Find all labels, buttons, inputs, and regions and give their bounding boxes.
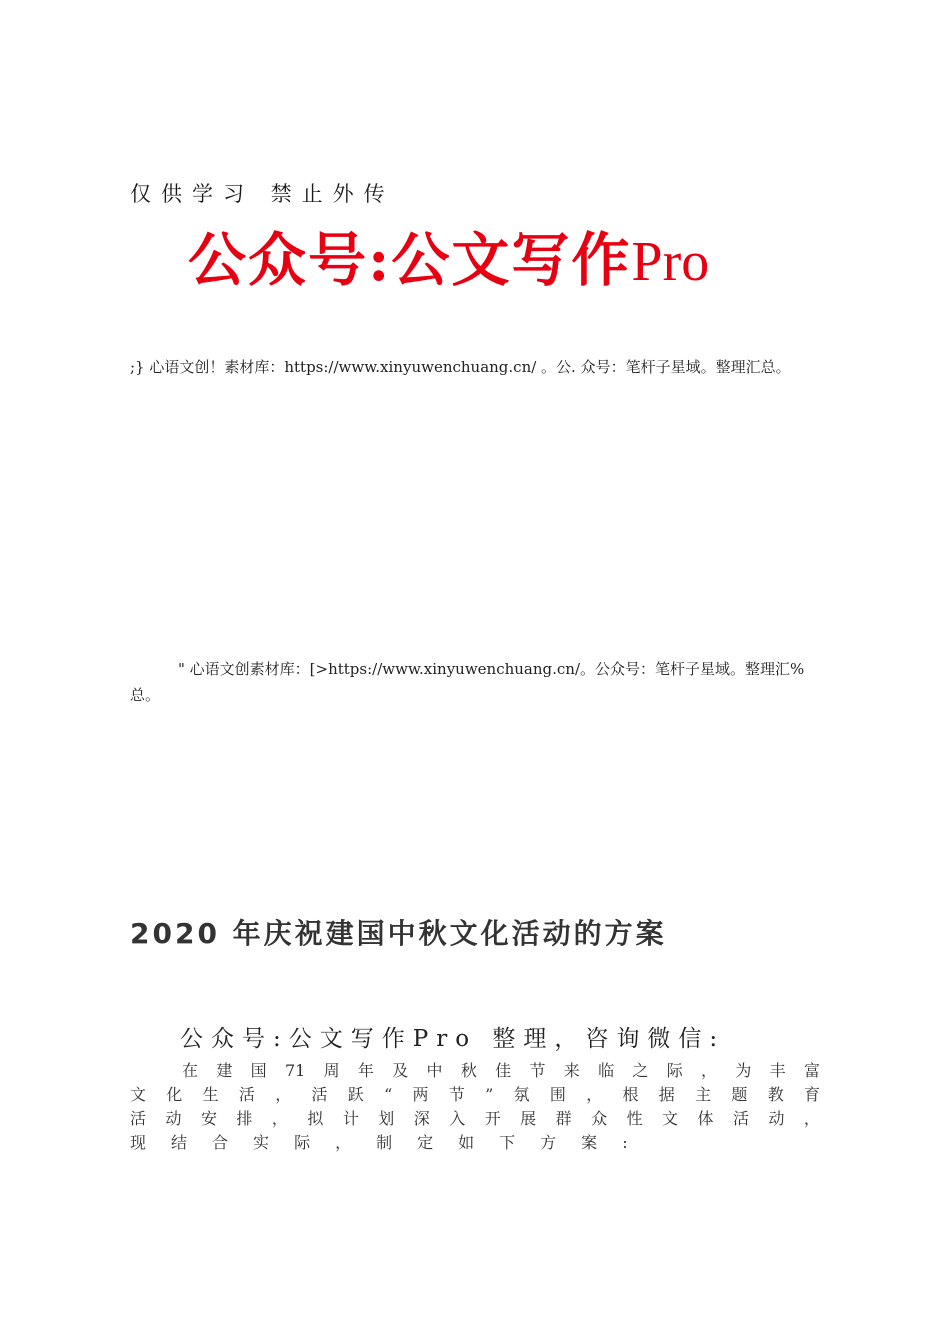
intro-glyph: 性 — [626, 1109, 643, 1128]
intro-row — [130, 1131, 820, 1155]
intro-glyph: ， — [335, 1133, 352, 1152]
intro-glyph: 众 — [591, 1109, 608, 1128]
intro-glyph: 中 — [426, 1061, 443, 1080]
intro-glyph: 拟 — [307, 1109, 324, 1128]
intro-row — [130, 1059, 820, 1083]
intro-glyph: 活 — [130, 1109, 147, 1128]
intro-glyph: 周 — [323, 1061, 340, 1080]
banner-title-latin: Pro — [631, 231, 710, 293]
intro-glyph: 教 — [767, 1085, 784, 1104]
intro-glyph: 深 — [413, 1109, 430, 1128]
intro-glyph: 结 — [171, 1133, 188, 1152]
intro-glyph: ， — [803, 1109, 820, 1128]
intro-glyph: “ — [384, 1085, 393, 1104]
intro-glyph: 氛 — [513, 1085, 530, 1104]
intro-glyph: 围 — [549, 1085, 566, 1104]
intro-glyph: 际 — [294, 1133, 311, 1152]
intro-glyph: 在 — [182, 1061, 199, 1080]
notice-text: 仅供学习 禁止外传 — [130, 182, 395, 206]
banner-title-cn: 公众号:公文写作 — [188, 226, 632, 294]
intro-glyph: 入 — [449, 1109, 466, 1128]
intro-glyph: : — [622, 1133, 628, 1152]
intro-glyph: 如 — [458, 1133, 475, 1152]
document-subtitle: 公众号:公文写作Pro 整理，咨询微信: — [180, 1026, 726, 1052]
intro-glyph: 节 — [448, 1085, 465, 1104]
intro-glyph: 活 — [732, 1109, 749, 1128]
intro-glyph: 年 — [357, 1061, 374, 1080]
intro-glyph: 下 — [499, 1133, 516, 1152]
intro-glyph: 方 — [540, 1133, 557, 1152]
intro-glyph: ， — [701, 1061, 718, 1080]
intro-glyph: 安 — [200, 1109, 217, 1128]
intro-glyph: 临 — [598, 1061, 615, 1080]
intro-glyph: 主 — [695, 1085, 712, 1104]
intro-glyph: 两 — [412, 1085, 429, 1104]
intro-glyph: 建 — [216, 1061, 233, 1080]
intro-glyph: 国 — [250, 1061, 267, 1080]
intro-glyph: 佳 — [495, 1061, 512, 1080]
intro-row — [130, 1107, 820, 1131]
intro-glyph: 富 — [803, 1061, 820, 1080]
intro-glyph: 为 — [735, 1061, 752, 1080]
document-title: 2020 年庆祝建国中秋文化活动的方案 — [130, 917, 667, 950]
intro-glyph: 展 — [520, 1109, 537, 1128]
intro-glyph: 际 — [666, 1061, 683, 1080]
banner-title — [188, 222, 709, 300]
source-line-a: ;} 心语文创！素材库：https://www.xinyuwenchuang.cn/ 。公. 众号：笔杆子星域。整理汇总。 — [130, 358, 791, 376]
intro-glyph: 开 — [484, 1109, 501, 1128]
intro-glyph: ， — [271, 1109, 288, 1128]
intro-glyph: 文 — [130, 1085, 147, 1104]
intro-glyph: 71 — [284, 1061, 306, 1080]
intro-glyph: 来 — [563, 1061, 580, 1080]
intro-glyph: 育 — [803, 1085, 820, 1104]
intro-glyph: 制 — [376, 1133, 393, 1152]
intro-glyph: 案 — [581, 1133, 598, 1152]
intro-glyph: 实 — [253, 1133, 270, 1152]
intro-glyph: ” — [485, 1085, 494, 1104]
intro-glyph: 合 — [212, 1133, 229, 1152]
intro-glyph: 定 — [417, 1133, 434, 1152]
intro-glyph: 体 — [697, 1109, 714, 1128]
intro-glyph: ， — [275, 1085, 292, 1104]
intro-glyph: 计 — [342, 1109, 359, 1128]
intro-glyph: 文 — [662, 1109, 679, 1128]
intro-glyph: 化 — [166, 1085, 183, 1104]
intro-glyph: 现 — [130, 1133, 147, 1152]
source-line-b: " 心语文创素材库：[>https://www.xinyuwenchuang.cn/。公众号：笔杆子星域。整理汇% 总。 — [130, 660, 805, 704]
intro-glyph: 划 — [378, 1109, 395, 1128]
intro-glyph: 动 — [768, 1109, 785, 1128]
intro-glyph: 根 — [622, 1085, 639, 1104]
intro-glyph: 生 — [202, 1085, 219, 1104]
intro-glyph: 据 — [658, 1085, 675, 1104]
intro-glyph: ， — [586, 1085, 603, 1104]
intro-glyph: 排 — [236, 1109, 253, 1128]
intro-row — [130, 1083, 820, 1107]
intro-glyph: 之 — [632, 1061, 649, 1080]
intro-glyph: 活 — [238, 1085, 255, 1104]
intro-paragraph — [130, 1059, 820, 1155]
intro-glyph: 题 — [731, 1085, 748, 1104]
intro-glyph: 动 — [165, 1109, 182, 1128]
intro-glyph: 活 — [311, 1085, 328, 1104]
intro-glyph: 节 — [529, 1061, 546, 1080]
intro-glyph: 丰 — [769, 1061, 786, 1080]
intro-glyph: 群 — [555, 1109, 572, 1128]
intro-glyph: 及 — [392, 1061, 409, 1080]
intro-glyph: 秋 — [460, 1061, 477, 1080]
intro-glyph: 跃 — [347, 1085, 364, 1104]
